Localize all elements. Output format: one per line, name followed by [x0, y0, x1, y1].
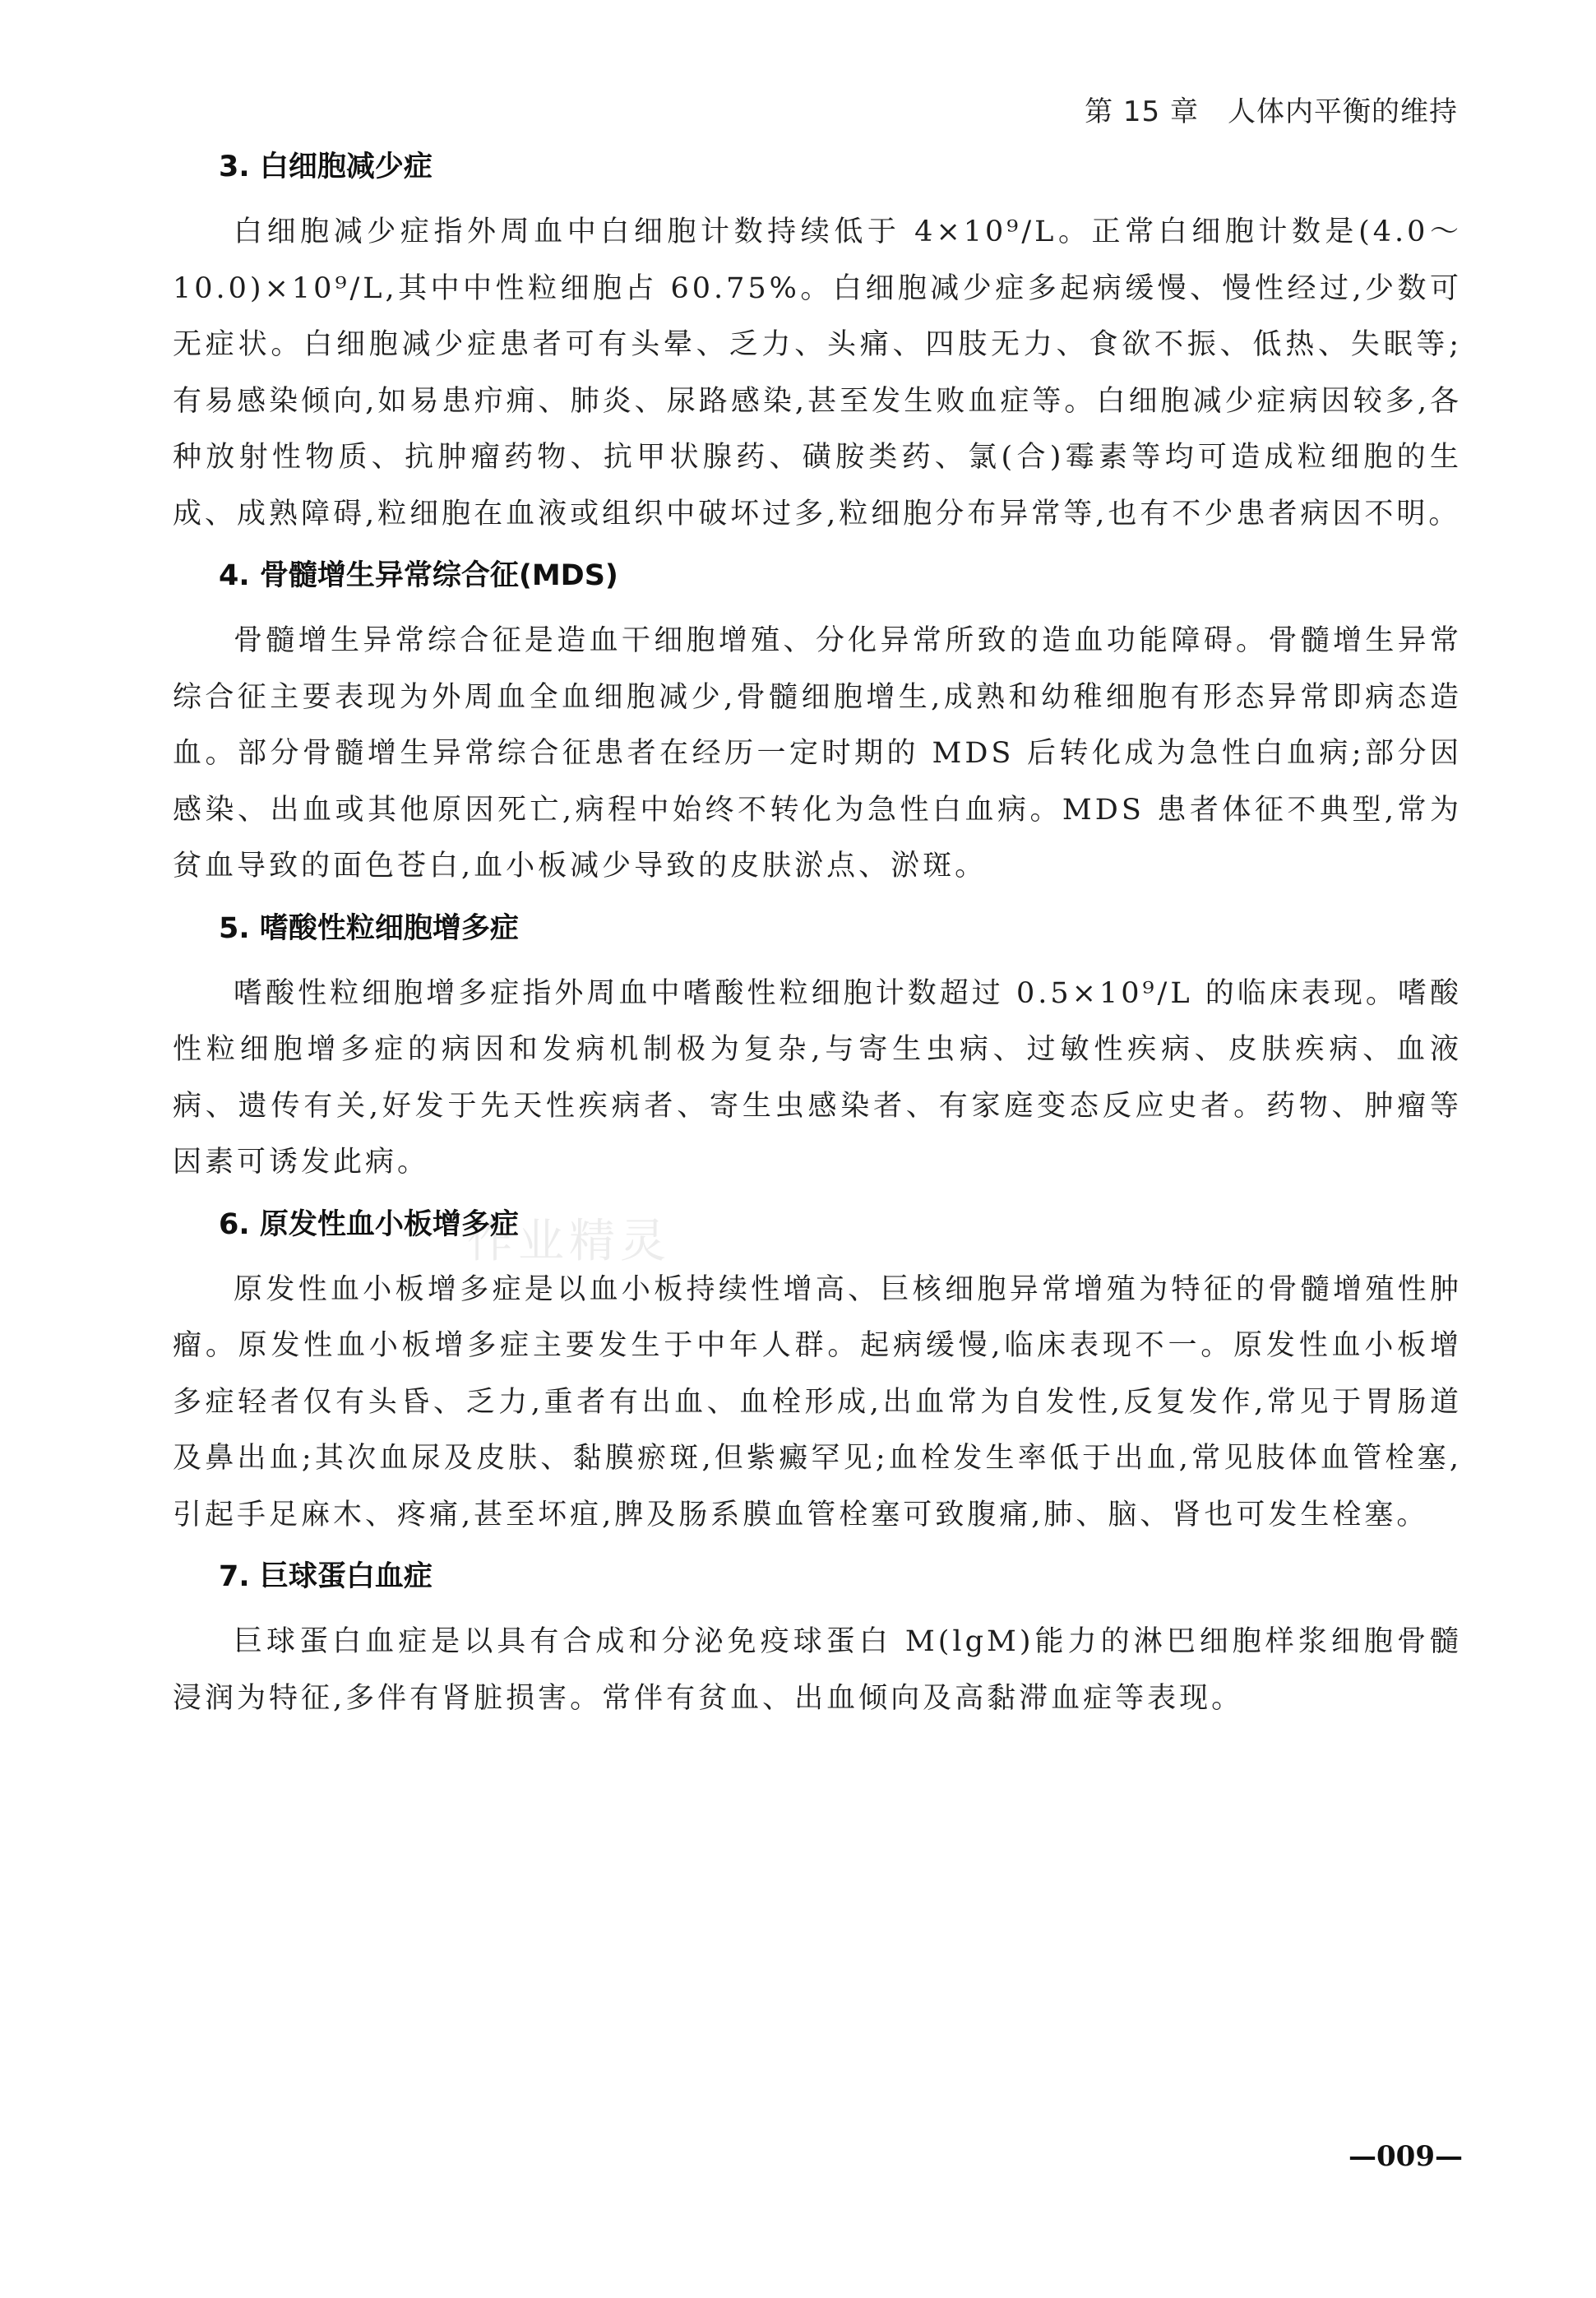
- section-paragraph: 嗜酸性粒细胞增多症指外周血中嗜酸性粒细胞计数超过 0.5×10⁹/L 的临床表现。嗜酸性粒细胞增多症的病因和发病机制极为复杂,与寄生虫病、过敏性疾病、皮肤疾病、血液病、遗传有关,好发于先天性疾病者、寄生虫感染者、有家庭变态反应史者。药物、肿瘤等因素可诱发此病。: [173, 976, 1462, 1179]
- chapter-header: 第 15 章 人体内平衡的维持: [1085, 95, 1458, 128]
- section-heading: 4. 骨髓增生异常综合征(MDS): [219, 559, 618, 592]
- section-paragraph: 骨髓增生异常综合征是造血干细胞增殖、分化异常所致的造血功能障碍。骨髓增生异常综合征主要表现为外周血全血细胞减少,骨髓细胞增生,成熟和幼稚细胞有形态异常即病态造血。部分骨髓增生异常综合征患者在经历一定时期的 MDS 后转化成为急性白血病;部分因感染、出血或其他原因死亡,病程中始终不转化为急性白血病。MDS 患者体征不典型,常为贫血导致的面色苍白,血小板减少导致的皮肤淤点、淤斑。: [173, 624, 1462, 883]
- page-content: [173, 141, 1462, 1735]
- section-heading: 3. 白细胞减少症: [219, 151, 433, 183]
- page-number: —009—: [1349, 2140, 1463, 2173]
- section-paragraph: 巨球蛋白血症是以具有合成和分泌免疫球蛋白 M(lgM)能力的淋巴细胞样浆细胞骨髓浸润为特征,多伴有肾脏损害。常伴有贫血、出血倾向及高黏滞血症等表现。: [173, 1625, 1462, 1715]
- section-paragraph: 原发性血小板增多症是以血小板持续性增高、巨核细胞异常增殖为特征的骨髓增殖性肿瘤。原发性血小板增多症主要发生于中年人群。起病缓慢,临床表现不一。原发性血小板增多症轻者仅有头昏、乏力,重者有出血、血栓形成,出血常为自发性,反复发作,常见于胃肠道及鼻出血;其次血尿及皮肤、黏膜瘀斑,但紫癜罕见;血栓发生率低于出血,常见肢体血管栓塞,引起手足麻木、疼痛,甚至坏疽,脾及肠系膜血管栓塞可致腹痛,肺、脑、肾也可发生栓塞。: [173, 1272, 1462, 1531]
- section-heading: 5. 嗜酸性粒细胞增多症: [219, 911, 519, 945]
- section-paragraph: 白细胞减少症指外周血中白细胞计数持续低于 4×10⁹/L。正常白细胞计数是(4.0～10.0)×10⁹/L,其中中性粒细胞占 60.75%。白细胞减少症多起病缓慢、慢性经过,少数可无症状。白细胞减少症患者可有头晕、乏力、头痛、四肢无力、食欲不振、低热、失眠等;有易感染倾向,如易患疖痈、肺炎、尿路感染,甚至发生败血症等。白细胞减少症病因较多,各种放射性物质、抗肿瘤药物、抗甲状腺药、磺胺类药、氯(合)霉素等均可造成粒细胞的生成、成熟障碍,粒细胞在血液或组织中破坏过多,粒细胞分布异常等,也有不少患者病因不明。: [173, 215, 1462, 530]
- section-mds: [173, 550, 1462, 895]
- watermark: 作业精灵: [467, 1215, 671, 1268]
- section-macroglobulinemia: [173, 1551, 1462, 1726]
- section-heading: 7. 巨球蛋白血症: [219, 1560, 433, 1593]
- section-eosinophilia: [173, 903, 1462, 1191]
- section-thrombocythemia: [173, 1199, 1462, 1544]
- section-white-cell-reduction: [173, 141, 1462, 542]
- section-heading: 6. 原发性血小板增多症: [219, 1207, 519, 1241]
